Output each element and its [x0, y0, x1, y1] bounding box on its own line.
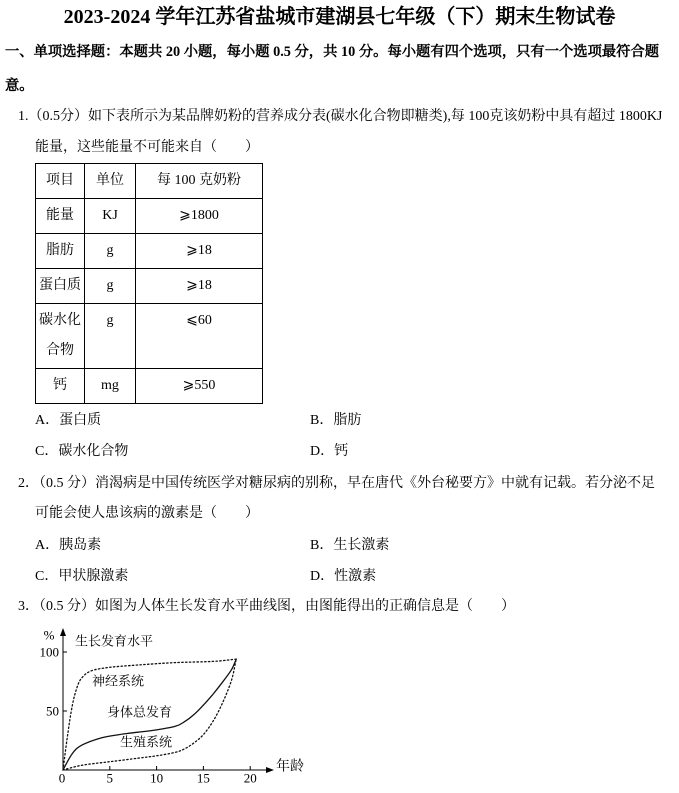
table-row	[36, 269, 263, 304]
table-cell: g	[85, 269, 136, 304]
x-tick-label: 0	[58, 770, 66, 786]
table-cell: g	[85, 304, 136, 369]
question-1-option-c: C．碳水化合物	[35, 444, 129, 459]
question-3-stem-line: 3．（0.5 分）如图为人体生长发育水平曲线图，由图能得出的正确信息是（ ）	[18, 599, 515, 614]
section-heading-line: 意。	[5, 78, 34, 94]
section-heading-line: 一、单项选择题：本题共 20 小题，每小题 0.5 分，共 10 分。每小题有四个选项，只有一个选项最符合题	[5, 44, 660, 60]
x-tick-label: 15	[196, 770, 210, 786]
question-2-stem-line: 2．（0.5 分）消渴病是中国传统医学对糖尿病的别称，早在唐代《外台秘要方》中就有记载。若分泌不足	[18, 476, 655, 491]
x-tick-label: 10	[150, 770, 164, 786]
y-axis-label: 生长发育水平	[75, 633, 154, 649]
table-cell: 蛋白质	[36, 269, 85, 304]
question-2-option-a: A．胰岛素	[35, 538, 102, 553]
x-tick-label: 5	[106, 770, 114, 786]
table-cell: 钙	[36, 369, 85, 404]
table-cell: ⩾550	[136, 369, 263, 404]
question-1-option-a: A．蛋白质	[35, 413, 102, 428]
question-2-option-b: B．生长激素	[310, 538, 390, 553]
table-header-cell: 单位	[85, 164, 136, 199]
question-2-stem-line: 可能会使人患该病的激素是（ ）	[35, 506, 259, 521]
y-tick-label: 100	[39, 644, 59, 660]
body-growth-label: 身体总发育	[107, 704, 173, 720]
question-2-option-c: C．甲状腺激素	[35, 569, 129, 584]
question-1-option-b: B．脂肪	[310, 413, 362, 428]
table-cell: ⩾18	[136, 234, 263, 269]
x-tick-label: 20	[243, 770, 257, 786]
y-axis-arrow	[60, 628, 66, 636]
table-header-row	[36, 164, 263, 199]
nutrition-table	[35, 163, 263, 404]
growth-chart	[0, 620, 330, 790]
x-axis-arrow	[266, 767, 274, 773]
y-axis-unit: %	[43, 627, 55, 643]
table-header-cell: 项目	[36, 164, 85, 199]
table-cell: ⩽60	[136, 304, 263, 369]
question-1-stem-line: 1.（0.5分）如下表所示为某品牌奶粉的营养成分表(碳水化合物即糖类),每 100克该奶粉中具有超过 1800KJ	[18, 109, 663, 124]
question-1-option-d: D．钙	[310, 444, 349, 459]
table-row	[36, 234, 263, 269]
table-cell: mg	[85, 369, 136, 404]
table-cell: ⩾18	[136, 269, 263, 304]
table-header-cell: 每 100 克奶粉	[136, 164, 263, 199]
table-cell: ⩾1800	[136, 199, 263, 234]
x-axis-label: 年龄	[276, 759, 304, 775]
table-row	[36, 369, 263, 404]
table-cell: 碳水化合物	[36, 304, 85, 369]
y-tick-label: 50	[46, 703, 59, 719]
exam-title: 2023-2024 学年江苏省盐城市建湖县七年级（下）期末生物试卷	[63, 6, 616, 28]
table-cell: g	[85, 234, 136, 269]
question-1-stem-line: 能量，这些能量不可能来自（ ）	[35, 140, 259, 155]
table-cell: KJ	[85, 199, 136, 234]
reproductive-system-label: 生殖系统	[120, 734, 173, 750]
table-row	[36, 199, 263, 234]
table-cell: 脂肪	[36, 234, 85, 269]
table-cell: 能量	[36, 199, 85, 234]
question-2-option-d: D．性激素	[310, 569, 377, 584]
table-row	[36, 304, 263, 369]
nervous-system-label: 神经系统	[92, 673, 145, 689]
